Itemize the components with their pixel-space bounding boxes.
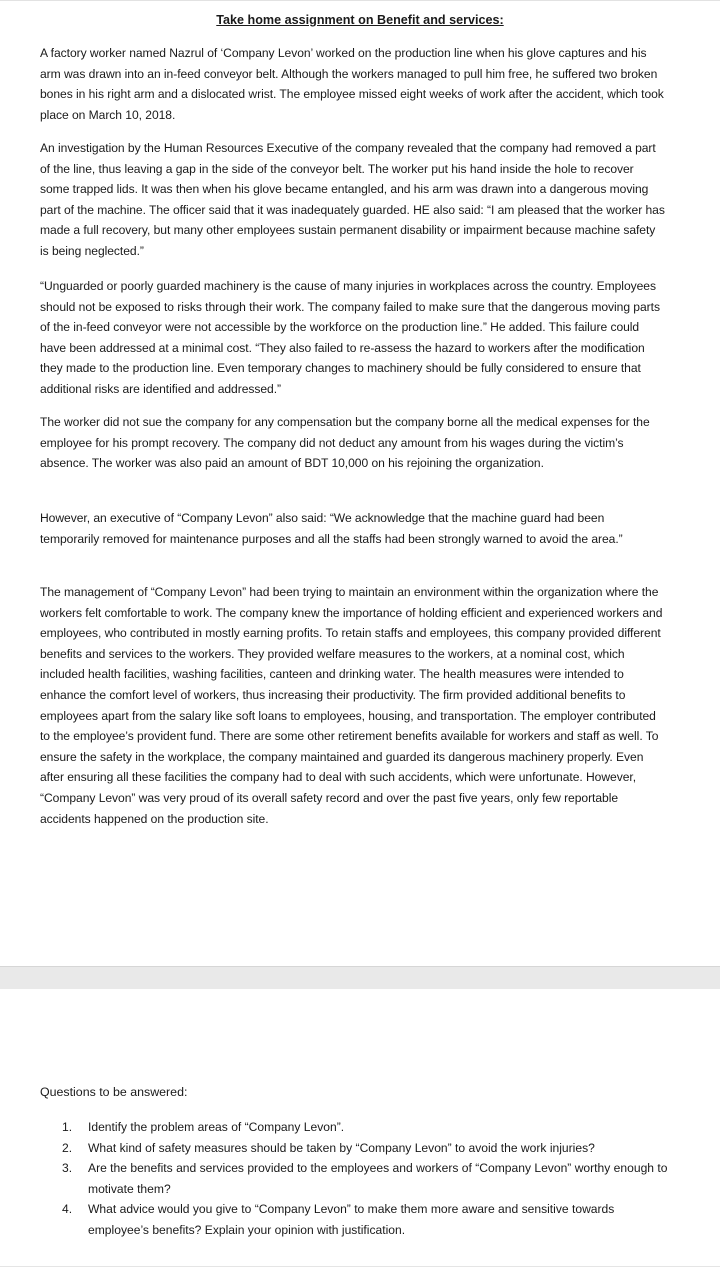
- assignment-title: Take home assignment on Benefit and services:: [216, 13, 504, 27]
- document-page-2: [0, 989, 720, 1287]
- question-number: 1.: [62, 1120, 73, 1134]
- question-number: 3.: [62, 1161, 73, 1176]
- questions-heading: Questions to be answered:: [40, 1085, 188, 1099]
- question-text: Identify the problem areas of “Company Levon”.: [88, 1120, 345, 1134]
- paragraph-management-benefits: The management of “Company Levon” had been trying to maintain an environment within the organization where the workers felt comfortable to work. The company knew the importance of holding efficient and experienced workers and employees, who contributed in mostly earning profits. To retain staffs and employees, this company provided different benefits and services to the workers. They provided welfare measures to the workers, at a nominal cost, which included health facilities, washing facilities, canteen and drinking water. The health measures were intended to enhance the comfort level of workers, thus increasing their productivity. The firm provided additional benefits to employees apart from the salary like soft loans to employees, housing, and transportation. The employer contributed to the employee’s provident fund. There are some other retirement benefits available for workers and staff as well. To ensure the safety in the workplace, the company maintained and guarded its dangerous machinery properly. Even after ensuring all these facilities the company had to deal with such accidents, which were unfortunate. However, “Company Levon” was very proud of its overall safety record and over the past five years, only few reportable accidents happened on the production site.: [40, 585, 663, 826]
- page-separator: [0, 966, 720, 990]
- paragraph-executive-statement: However, an executive of “Company Levon” also said: “We acknowledge that the machine guard had been temporarily removed for maintenance purposes and all the staffs had been strongly warned to avoid the area.”: [40, 511, 623, 546]
- paragraph-accident: A factory worker named Nazrul of ‘Company Levon’ worked on the production line when his glove captures and his arm was drawn into an in-feed conveyor belt. Although the workers managed to pull him free, he suffered two broken bones in his right arm and a dislocated wrist. The employee missed eight weeks of work after the accident, which took place on March 10, 2018.: [40, 46, 664, 122]
- question-item: [62, 1138, 672, 1159]
- question-number: 2.: [62, 1140, 73, 1155]
- questions-list: [62, 1117, 672, 1241]
- question-item: [62, 1158, 672, 1199]
- question-item: [62, 1117, 672, 1138]
- question-text: Are the benefits and services provided to the employees and workers of “Company Levon” worthy enough to motivate them?: [88, 1161, 668, 1196]
- question-item: [62, 1199, 672, 1240]
- question-text: What advice would you give to “Company Levon” to make them more aware and sensitive towards employee’s benefits? Explain your opinion with justification.: [88, 1202, 615, 1237]
- question-text: What kind of safety measures should be taken by “Company Levon” to avoid the work injuries?: [88, 1140, 595, 1155]
- paragraph-compensation: The worker did not sue the company for any compensation but the company borne all the medical expenses for the employee for his prompt recovery. The company did not deduct any amount from his wages during the victim’s absence. The worker was also paid an amount of BDT 10,000 on his rejoining the organization.: [40, 415, 650, 471]
- page-bottom-divider: [0, 1266, 720, 1267]
- paragraph-investigation: An investigation by the Human Resources Executive of the company revealed that the company had removed a part of the line, thus leaving a gap in the side of the conveyor belt. The worker put his hand inside the hole to recover some trapped lids. It was then when his glove became entangled, and his arm was drawn into a dangerous moving part of the machine. The officer said that it was inadequately guarded. HE also said: “I am pleased that the worker has made a full recovery, but many other employees sustain permanent disability or impairment because machine safety is being neglected.”: [40, 141, 665, 258]
- paragraph-unguarded-machinery: “Unguarded or poorly guarded machinery is the cause of many injuries in workplaces across the country. Employees should not be exposed to risks through their work. The company failed to make sure that the dangerous moving parts of the in-feed conveyor were not accessible by the workforce on the production line.” He added. This failure could have been addressed at a minimal cost. “They also failed to re-assess the hazard to workers after the modification they made to the production line. Even temporary changes to machinery should be fully considered to ensure that additional risks are identified and addressed.”: [40, 279, 660, 396]
- question-number: 4.: [62, 1202, 73, 1217]
